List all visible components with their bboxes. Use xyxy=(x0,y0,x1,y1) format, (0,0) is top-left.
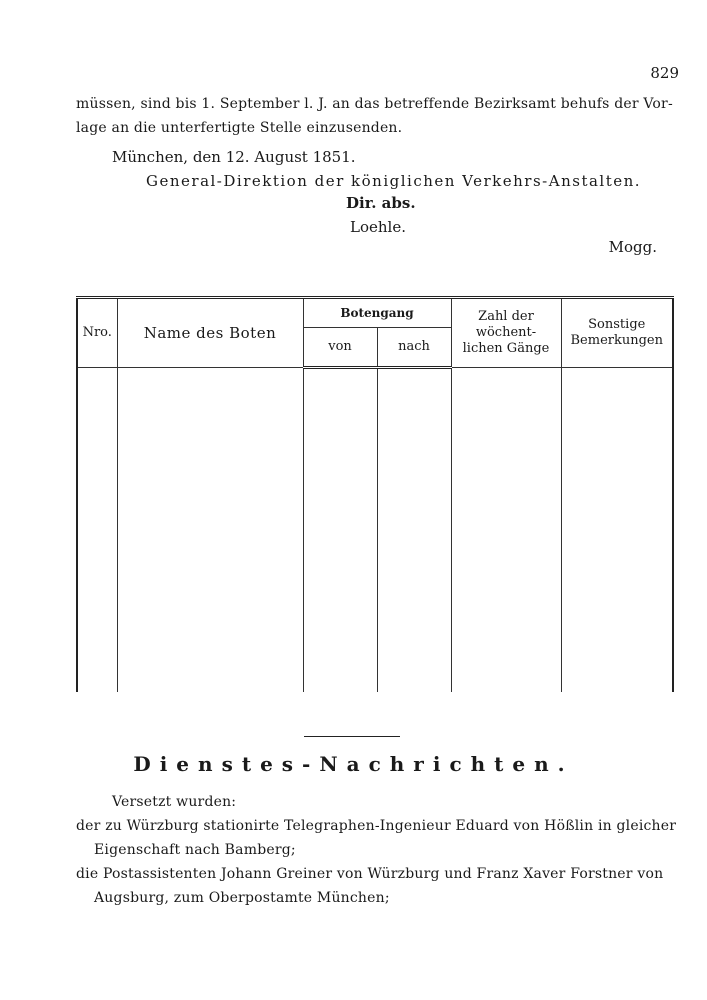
news-line-2: Eigenschaft nach Bamberg; xyxy=(94,842,296,858)
header-zahl xyxy=(451,298,561,368)
dir-abs-note: Dir. abs. xyxy=(346,194,416,212)
header-nro: Nro. xyxy=(77,298,117,368)
messenger-form-table xyxy=(76,296,674,692)
header-zahl-line-1: Zahl der wöchent- xyxy=(475,308,537,340)
table-cell xyxy=(451,368,561,693)
date-line: München, den 12. August 1851. xyxy=(112,148,356,166)
intro-line-1: müssen, sind bis 1. September l. J. an das betreffende Bezirksamt behufs der Vor- xyxy=(76,96,673,112)
table-cell xyxy=(77,368,117,693)
signer-right: Mogg. xyxy=(608,238,657,256)
news-line-4: Augsburg, zum Oberpostamte München; xyxy=(94,890,390,906)
issuing-authority: General-Direktion der königlichen Verkehrs-Anstalten. xyxy=(146,172,642,190)
header-botengang: Botengang xyxy=(303,298,451,328)
news-line-3: die Postassistenten Johann Greiner von Würzburg und Franz Xaver Forstner von xyxy=(76,866,664,882)
header-von: von xyxy=(303,328,377,368)
table-cell xyxy=(303,368,377,693)
header-name: Name des Boten xyxy=(117,298,303,368)
section-divider xyxy=(304,736,400,737)
table-cell xyxy=(561,368,673,693)
table-row xyxy=(77,368,673,693)
table-cell xyxy=(377,368,451,693)
news-subhead: Versetzt wurden: xyxy=(112,794,237,810)
header-sonstige xyxy=(561,298,673,368)
header-sonstige-line-2: Bemerkungen xyxy=(570,333,663,348)
header-zahl-line-2: lichen Gänge xyxy=(462,341,550,357)
intro-line-2: lage an die unterfertigte Stelle einzusenden. xyxy=(76,120,403,136)
table-cell xyxy=(117,368,303,693)
news-line-1: der zu Würzburg stationirte Telegraphen-Ingenieur Eduard von Hößlin in gleicher xyxy=(76,818,677,834)
page-number: 829 xyxy=(650,64,679,82)
header-sonstige-line-1: Sonstige xyxy=(588,316,646,332)
header-nach: nach xyxy=(377,328,451,368)
signer-center: Loehle. xyxy=(350,218,406,236)
section-title: Dienstes-Nachrichten. xyxy=(133,752,574,776)
